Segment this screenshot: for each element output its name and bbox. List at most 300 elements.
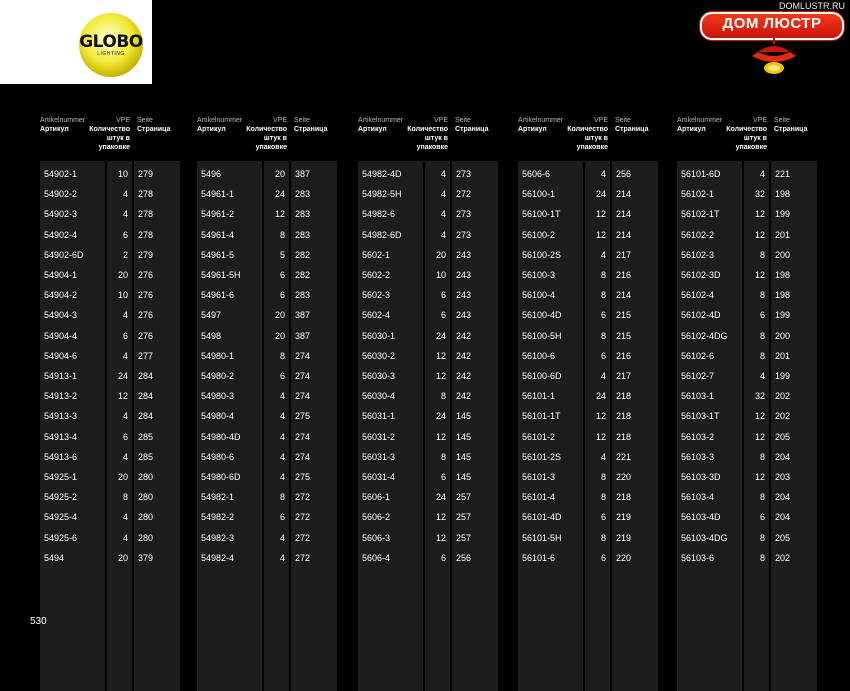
table-row <box>677 209 817 229</box>
article-number: 5497 <box>201 310 222 321</box>
vpe-value: 10 <box>117 290 128 301</box>
page-value: 202 <box>775 552 791 563</box>
vpe-value: 8 <box>759 330 765 341</box>
vpe-value: 8 <box>759 290 765 301</box>
vpe-value: 12 <box>754 209 765 220</box>
table-row <box>40 209 180 229</box>
table-row <box>677 411 817 431</box>
vpe-value: 12 <box>117 391 128 402</box>
vpe-value: 4 <box>279 451 285 462</box>
header-page-ru: Страница <box>137 126 171 133</box>
page-value: 274 <box>295 350 311 361</box>
page-value: 280 <box>138 492 154 503</box>
header-vpe-ru-2: штук в <box>263 135 287 142</box>
table-row <box>40 512 180 532</box>
header-vpe-ru-2: штук в <box>106 135 130 142</box>
vpe-value: 6 <box>122 431 128 442</box>
page-value: 285 <box>138 451 154 462</box>
table-row <box>518 452 658 472</box>
table-row <box>197 512 337 532</box>
table-row <box>40 492 180 512</box>
page-value: 198 <box>775 189 791 200</box>
page-value: 221 <box>616 451 632 462</box>
article-number: 56031-4 <box>362 472 396 482</box>
header-page <box>774 116 807 134</box>
table-row <box>358 371 498 391</box>
page-value: 275 <box>295 411 311 422</box>
vpe-value: 4 <box>440 189 446 200</box>
vpe-value: 10 <box>435 270 446 280</box>
vpe-value: 6 <box>279 371 285 381</box>
header-page-ru: Страница <box>455 126 489 133</box>
vpe-value: 24 <box>435 330 446 341</box>
table-row <box>518 310 658 330</box>
vpe-value: 32 <box>754 391 765 402</box>
page-value: 219 <box>616 512 632 523</box>
globo-logo-subtext: LIGHTING <box>97 51 125 57</box>
globo-logo <box>0 0 152 84</box>
table-row <box>518 512 658 532</box>
article-number: 54902-3 <box>44 209 78 220</box>
article-number: 56101-5H <box>522 532 562 543</box>
vpe-value: 8 <box>759 350 765 361</box>
vpe-value: 4 <box>440 229 446 240</box>
article-number: 54980-6D <box>201 472 241 482</box>
vpe-value: 4 <box>279 431 285 442</box>
domlustr-logo <box>696 0 850 84</box>
page-value: 274 <box>295 391 311 402</box>
article-number: 5498 <box>201 330 222 341</box>
page-number: 530 <box>30 616 47 627</box>
article-number: 54904-2 <box>44 290 78 301</box>
vpe-value: 4 <box>600 249 606 260</box>
article-number: 56103-1 <box>681 391 715 402</box>
table-row <box>358 250 498 270</box>
page-value: 214 <box>616 290 632 301</box>
header-page-de: Seite <box>294 117 310 124</box>
article-number: 56100-1 <box>522 189 556 200</box>
table-row <box>358 553 498 573</box>
article-number: 54902-2 <box>44 189 78 200</box>
page-value: 387 <box>295 310 311 321</box>
vpe-value: 8 <box>600 290 606 301</box>
page-value: 215 <box>616 330 632 341</box>
table-row <box>358 331 498 351</box>
page-value: 242 <box>456 391 472 402</box>
page-value: 145 <box>456 431 472 442</box>
header-page <box>455 116 488 134</box>
article-number: 5606-2 <box>362 512 391 523</box>
table-row <box>197 391 337 411</box>
page-value: 278 <box>138 209 154 220</box>
vpe-value: 12 <box>754 229 765 240</box>
vpe-value: 5 <box>279 249 285 260</box>
table-row <box>518 351 658 371</box>
header-article <box>40 116 85 134</box>
article-number: 54980-3 <box>201 391 235 402</box>
article-number: 54961-4 <box>201 229 235 240</box>
vpe-value: 8 <box>759 552 765 563</box>
vpe-value: 6 <box>440 310 446 321</box>
page-value: 199 <box>775 371 791 381</box>
article-number: 54961-5 <box>201 249 235 260</box>
table-row <box>197 533 337 553</box>
header-article <box>518 116 563 134</box>
page-value: 202 <box>775 411 791 422</box>
vpe-value: 4 <box>122 350 128 361</box>
vpe-value: 12 <box>595 209 606 220</box>
header-page <box>137 116 170 134</box>
table-row <box>197 351 337 371</box>
article-number: 54961-1 <box>201 189 235 200</box>
vpe-value: 24 <box>435 492 446 503</box>
table-row <box>518 533 658 553</box>
article-number: 56100-2 <box>522 229 556 240</box>
article-number: 56031-3 <box>362 451 396 462</box>
vpe-value: 12 <box>754 431 765 442</box>
vpe-value: 8 <box>279 229 285 240</box>
header-vpe <box>723 116 767 152</box>
article-number: 54980-4D <box>201 431 241 442</box>
vpe-value: 12 <box>595 431 606 442</box>
table-row <box>197 553 337 573</box>
table-row <box>677 189 817 209</box>
vpe-value: 8 <box>759 249 765 260</box>
page-value: 243 <box>456 310 472 321</box>
header-article-de: Artikelnummer <box>358 117 404 124</box>
article-number: 56103-6 <box>681 552 715 563</box>
page-value: 204 <box>775 451 791 462</box>
table-row <box>358 351 498 371</box>
table-row <box>197 169 337 189</box>
page-value: 214 <box>616 229 632 240</box>
page-value: 242 <box>456 371 472 381</box>
article-number: 54913-6 <box>44 451 78 462</box>
vpe-value: 20 <box>117 270 128 280</box>
header-article-de: Artikelnummer <box>677 117 723 124</box>
table-row <box>518 492 658 512</box>
table-row <box>358 432 498 452</box>
page-value: 219 <box>616 532 632 543</box>
vpe-value: 20 <box>274 169 285 179</box>
vpe-value: 4 <box>122 532 128 543</box>
article-number: 54982-3 <box>201 532 235 543</box>
article-number: 5606-4 <box>362 552 391 563</box>
table-row <box>358 230 498 250</box>
article-number: 56103-4 <box>681 492 715 503</box>
table-row <box>677 371 817 391</box>
page-value: 274 <box>295 371 311 381</box>
article-number: 56101-6D <box>681 169 721 179</box>
article-number: 56101-1 <box>522 391 556 402</box>
vpe-value: 4 <box>759 371 765 381</box>
table-row <box>40 169 180 189</box>
header-vpe-ru-1: Количество <box>726 126 767 133</box>
table-row <box>40 452 180 472</box>
vpe-value: 24 <box>595 189 606 200</box>
table-row <box>40 189 180 209</box>
table-row <box>677 452 817 472</box>
article-number: 54980-4 <box>201 411 235 422</box>
table-row <box>518 209 658 229</box>
article-number: 56100-4 <box>522 290 556 301</box>
vpe-value: 4 <box>600 371 606 381</box>
table-row <box>40 553 180 573</box>
article-number: 54925-4 <box>44 512 78 523</box>
vpe-value: 12 <box>754 270 765 280</box>
table-row <box>518 290 658 310</box>
vpe-value: 4 <box>122 451 128 462</box>
article-number: 56102-2 <box>681 229 715 240</box>
page-value: 283 <box>295 290 311 301</box>
article-number: 56103-1T <box>681 411 720 422</box>
vpe-value: 6 <box>759 512 765 523</box>
vpe-value: 6 <box>600 512 606 523</box>
page-value: 217 <box>616 371 632 381</box>
table-row <box>197 290 337 310</box>
table-row <box>358 290 498 310</box>
table-row <box>518 472 658 492</box>
table-row <box>358 452 498 472</box>
page-value: 205 <box>775 431 791 442</box>
table-row <box>518 411 658 431</box>
page-value: 214 <box>616 189 632 200</box>
header-vpe-ru-1: Количество <box>246 126 287 133</box>
article-number: 5606-3 <box>362 532 391 543</box>
article-number: 54902-1 <box>44 169 78 179</box>
article-number: 54982-6D <box>362 229 402 240</box>
table-row <box>40 331 180 351</box>
header-vpe-ru-3: упаковке <box>735 144 767 151</box>
brand-url: DOMLUSTR.RU <box>778 1 845 11</box>
vpe-value: 20 <box>117 552 128 563</box>
page-value: 218 <box>616 431 632 442</box>
header-page-ru: Страница <box>294 126 328 133</box>
vpe-value: 10 <box>117 169 128 179</box>
vpe-value: 32 <box>754 189 765 200</box>
page-value: 283 <box>295 229 311 240</box>
page-value: 216 <box>616 270 632 280</box>
table-row <box>518 230 658 250</box>
page-value: 272 <box>295 512 311 523</box>
page-value: 242 <box>456 350 472 361</box>
chandelier-icon <box>750 38 798 76</box>
article-number: 56101-2 <box>522 431 556 442</box>
article-number: 56101-1T <box>522 411 561 422</box>
page-value: 275 <box>295 472 311 482</box>
header-page-de: Seite <box>455 117 471 124</box>
vpe-value: 4 <box>122 189 128 200</box>
page-value: 272 <box>295 552 311 563</box>
table-row <box>40 270 180 290</box>
page-value: 243 <box>456 270 472 280</box>
table-row <box>197 411 337 431</box>
table-row <box>358 411 498 431</box>
page-value: 220 <box>616 472 632 482</box>
table-row <box>358 209 498 229</box>
vpe-value: 8 <box>440 451 446 462</box>
table-row <box>518 371 658 391</box>
page-value: 201 <box>775 350 791 361</box>
vpe-value: 24 <box>435 411 446 422</box>
page-value: 272 <box>456 189 472 200</box>
table-row <box>40 230 180 250</box>
table-row <box>40 371 180 391</box>
article-number: 54925-1 <box>44 472 78 482</box>
header-page-de: Seite <box>137 117 153 124</box>
page-value: 200 <box>775 330 791 341</box>
table-row <box>358 512 498 532</box>
article-number: 56102-1T <box>681 209 720 220</box>
article-number: 56100-6D <box>522 371 562 381</box>
table-row <box>358 270 498 290</box>
page-value: 220 <box>616 552 632 563</box>
page-value: 273 <box>456 209 472 220</box>
vpe-value: 12 <box>595 411 606 422</box>
page-value: 276 <box>138 310 154 321</box>
article-number: 54925-6 <box>44 532 78 543</box>
page-value: 284 <box>138 411 154 422</box>
vpe-value: 8 <box>600 270 606 280</box>
vpe-value: 4 <box>122 209 128 220</box>
page-value: 145 <box>456 411 472 422</box>
page-value: 278 <box>138 189 154 200</box>
table-row <box>358 472 498 492</box>
vpe-value: 20 <box>117 472 128 482</box>
table-row <box>677 331 817 351</box>
header-vpe-ru-3: упаковке <box>416 144 448 151</box>
table-row <box>677 472 817 492</box>
header-article-de: Artikelnummer <box>197 117 243 124</box>
page-value: 274 <box>295 431 311 442</box>
article-number: 56101-4D <box>522 512 562 523</box>
table-row <box>197 452 337 472</box>
page-value: 200 <box>775 249 791 260</box>
vpe-value: 8 <box>279 492 285 503</box>
vpe-value: 8 <box>600 472 606 482</box>
table-row <box>197 310 337 330</box>
page-value: 205 <box>775 532 791 543</box>
page-value: 257 <box>456 492 472 503</box>
header-article-ru: Артикул <box>197 126 226 133</box>
article-number: 54961-5H <box>201 270 241 280</box>
page-value: 201 <box>775 229 791 240</box>
vpe-value: 24 <box>274 189 285 200</box>
page-value: 282 <box>295 270 311 280</box>
vpe-value: 6 <box>279 270 285 280</box>
article-number: 56103-4DG <box>681 532 728 543</box>
header-vpe-de: VPE <box>272 117 287 124</box>
table-row <box>197 492 337 512</box>
article-number: 54913-1 <box>44 371 78 381</box>
page-value: 214 <box>616 209 632 220</box>
table-row <box>358 189 498 209</box>
article-number: 56102-4 <box>681 290 715 301</box>
article-number: 56030-1 <box>362 330 396 341</box>
article-number: 54982-4 <box>201 552 235 563</box>
article-number: 5496 <box>201 169 222 179</box>
page-value: 387 <box>295 169 311 179</box>
article-number: 56030-3 <box>362 371 396 381</box>
vpe-value: 4 <box>122 310 128 321</box>
article-number: 56101-4 <box>522 492 556 503</box>
table-row <box>677 391 817 411</box>
header-vpe-ru-2: штук в <box>743 135 767 142</box>
table-row <box>197 250 337 270</box>
article-number: 56100-5H <box>522 330 562 341</box>
table-row <box>358 169 498 189</box>
page-value: 198 <box>775 290 791 301</box>
header-vpe-de: VPE <box>593 117 608 124</box>
header-article <box>677 116 722 134</box>
vpe-value: 6 <box>122 229 128 240</box>
header-vpe <box>404 116 448 152</box>
globo-logo-text: GLOBO <box>79 32 143 52</box>
table-row <box>677 250 817 270</box>
page-value: 276 <box>138 270 154 280</box>
article-number: 54982-2 <box>201 512 235 523</box>
article-number: 56100-6 <box>522 350 556 361</box>
page-value: 285 <box>138 431 154 442</box>
page-value: 280 <box>138 532 154 543</box>
header-page <box>615 116 648 134</box>
page-value: 274 <box>295 451 311 462</box>
article-number: 56102-7 <box>681 371 715 381</box>
vpe-value: 12 <box>754 411 765 422</box>
page-value: 145 <box>456 451 472 462</box>
vpe-value: 20 <box>274 330 285 341</box>
page-value: 272 <box>295 532 311 543</box>
page-value: 283 <box>295 209 311 220</box>
table-row <box>518 169 658 189</box>
vpe-value: 12 <box>435 512 446 523</box>
article-number: 5606-6 <box>522 169 551 179</box>
article-number: 5602-4 <box>362 310 391 321</box>
article-number: 56101-3 <box>522 472 556 482</box>
page-value: 273 <box>456 229 472 240</box>
table-row <box>40 250 180 270</box>
header-vpe-ru-3: упаковке <box>576 144 608 151</box>
page-value: 278 <box>138 229 154 240</box>
article-number: 56102-4D <box>681 310 721 321</box>
article-number: 56100-3 <box>522 270 556 280</box>
table-row <box>40 472 180 492</box>
article-number: 54902-6D <box>44 249 84 260</box>
page-value: 204 <box>775 492 791 503</box>
header-article <box>197 116 242 134</box>
table-row <box>677 432 817 452</box>
article-number: 5494 <box>44 552 65 563</box>
page-value: 218 <box>616 391 632 402</box>
vpe-value: 2 <box>122 249 128 260</box>
article-number: 56103-4D <box>681 512 721 523</box>
header-vpe-ru-2: штук в <box>424 135 448 142</box>
vpe-value: 8 <box>600 330 606 341</box>
table-row <box>358 533 498 553</box>
page-value: 256 <box>456 552 472 563</box>
header-vpe-de: VPE <box>433 117 448 124</box>
article-number: 56100-4D <box>522 310 562 321</box>
page-value: 279 <box>138 169 154 179</box>
vpe-value: 6 <box>440 290 446 301</box>
header-page-de: Seite <box>615 117 631 124</box>
page-value: 198 <box>775 270 791 280</box>
table-row <box>197 371 337 391</box>
vpe-value: 6 <box>279 512 285 523</box>
article-number: 54982-4D <box>362 169 402 179</box>
table-row <box>197 270 337 290</box>
page-value: 256 <box>616 169 632 179</box>
